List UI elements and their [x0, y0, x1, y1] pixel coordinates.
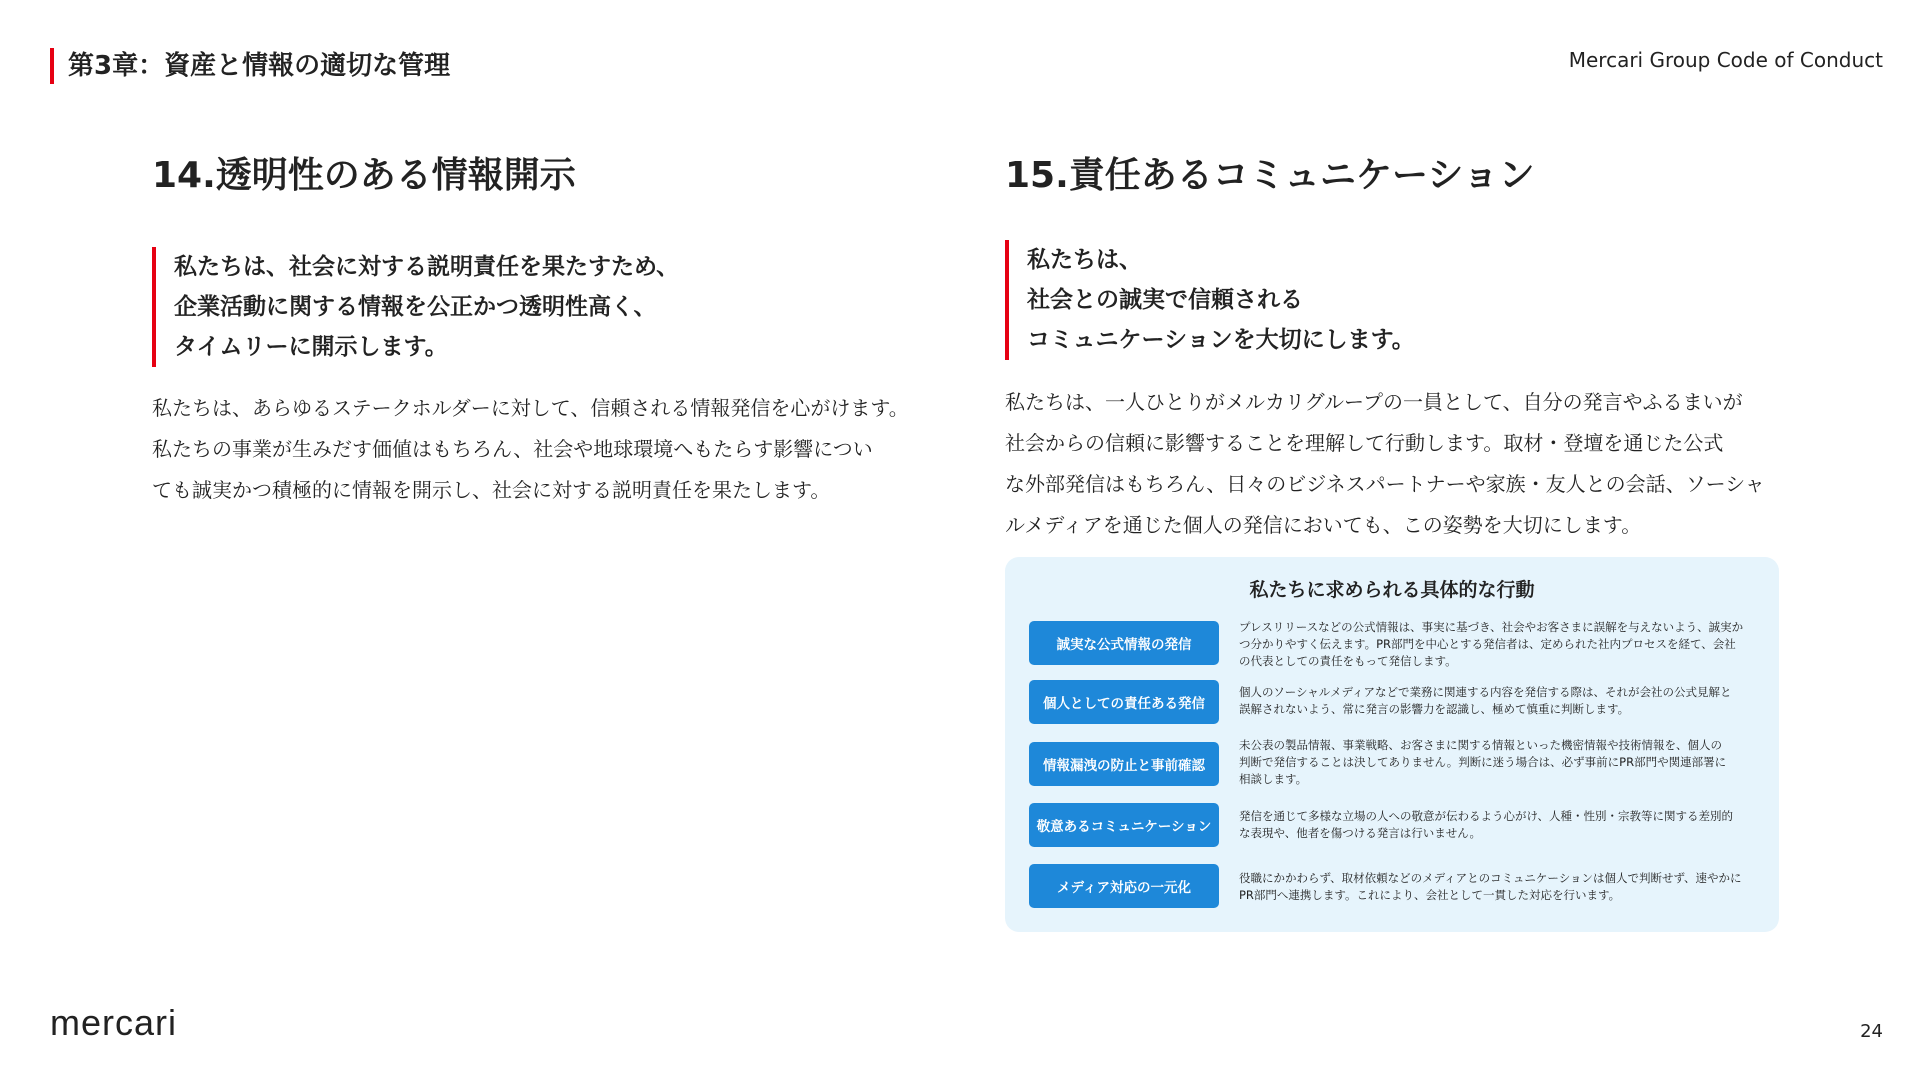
section-14-body-line: ても誠実かつ積極的に情報を開示し、社会に対する説明責任を果たします。 — [152, 478, 831, 502]
action-description — [1239, 870, 1754, 904]
action-button-media-unified[interactable]: メディア対応の一元化 — [1029, 864, 1219, 908]
section-15-body-line: な外部発信はもちろん、日々のビジネスパートナーや家族・友人との会話、ソーシャ — [1005, 472, 1765, 496]
section-15-body-line: ルメディアを通じた個人の発信においても、この姿勢を大切にします。 — [1005, 513, 1642, 537]
action-description-line: 判断で発信することは決してありません。判断に迷う場合は、必ず事前にPR部門や関連部署に — [1239, 755, 1727, 769]
action-button-honest-official-info[interactable]: 誠実な公式情報の発信 — [1029, 621, 1219, 665]
section-15-quote — [1005, 240, 1415, 360]
action-description-line: PR部門へ連携します。これにより、会社として一貫した対応を行います。 — [1239, 888, 1621, 902]
action-description-line: 誤解されないよう、常に発言の影響力を認識し、極めて慎重に判断します。 — [1239, 702, 1630, 716]
section-14-quote — [152, 247, 679, 367]
action-description-line: 役職にかかわらず、取材依頼などのメディアとのコミュニケーションは個人で判断せず、速やかに — [1239, 871, 1742, 885]
action-description-line: つ分かりやすく伝えます。PR部門を中心とする発信者は、定められた社内プロセスを経て、会社 — [1239, 637, 1736, 651]
action-description-line: 相談します。 — [1239, 772, 1308, 786]
action-description-line: の代表としての責任をもって発信します。 — [1239, 654, 1457, 668]
action-description — [1239, 737, 1754, 788]
action-button-responsible-personal-posting[interactable]: 個人としての責任ある発信 — [1029, 680, 1219, 724]
mercari-logo: mercari — [50, 1002, 178, 1043]
section-14-quote-line: 私たちは、社会に対する説明責任を果たすため、 — [174, 254, 680, 280]
section-15-heading: 15.責任あるコミュニケーション — [1005, 155, 1535, 196]
concrete-actions-title: 私たちに求められる具体的な行動 — [1249, 579, 1535, 601]
document-title: Mercari Group Code of Conduct — [1568, 48, 1883, 72]
action-description — [1239, 619, 1754, 670]
action-description-line: 個人のソーシャルメディアなどで業務に関連する内容を発信する際は、それが会社の公式見解と — [1239, 685, 1732, 699]
action-button-respectful-communication[interactable]: 敬意あるコミュニケーション — [1029, 803, 1219, 847]
section-14-body-line: 私たちは、あらゆるステークホルダーに対して、信頼される情報発信を心がけます。 — [152, 396, 909, 420]
section-15-quote-line: 私たちは、 — [1027, 247, 1142, 273]
action-description-line: プレスリリースなどの公式情報は、事実に基づき、社会やお客さまに誤解を与えないよう、誠実か — [1239, 620, 1744, 634]
section-14-body-line: 私たちの事業が生みだす価値はもちろん、社会や地球環境へもたらす影響につい — [152, 437, 873, 461]
chapter-title: 第3章：資産と情報の適切な管理 — [50, 48, 450, 84]
section-14-heading: 14.透明性のある情報開示 — [152, 155, 576, 196]
section-14-quote-line: 企業活動に関する情報を公正かつ透明性高く、 — [174, 294, 657, 320]
section-15-quote-line: 社会との誠実で信頼される — [1027, 287, 1303, 313]
section-15-quote-line: コミュニケーションを大切にします。 — [1027, 327, 1415, 353]
section-14-quote-line: タイムリーに開示します。 — [174, 334, 448, 360]
section-15-body-line: 私たちは、一人ひとりがメルカリグループの一員として、自分の発言やふるまいが — [1005, 390, 1743, 414]
section-14-body — [152, 388, 909, 511]
action-description — [1239, 684, 1754, 718]
section-15-body-line: 社会からの信頼に影響することを理解して行動します。取材・登壇を通じた公式 — [1005, 431, 1724, 455]
action-button-leak-prevention[interactable]: 情報漏洩の防止と事前確認 — [1029, 742, 1219, 786]
action-description — [1239, 808, 1754, 842]
action-description-line: 発信を通じて多様な立場の人への敬意が伝わるよう心がけ、人種・性別・宗教等に関する差別的 — [1239, 809, 1734, 823]
concrete-actions-panel — [1005, 557, 1779, 932]
action-description-line: 未公表の製品情報、事業戦略、お客さまに関する情報といった機密情報や技術情報を、個人の — [1239, 738, 1722, 752]
section-15-body — [1005, 382, 1765, 546]
page-number: 24 — [1860, 1021, 1883, 1042]
action-description-line: な表現や、他者を傷つける発言は行いません。 — [1239, 826, 1481, 840]
